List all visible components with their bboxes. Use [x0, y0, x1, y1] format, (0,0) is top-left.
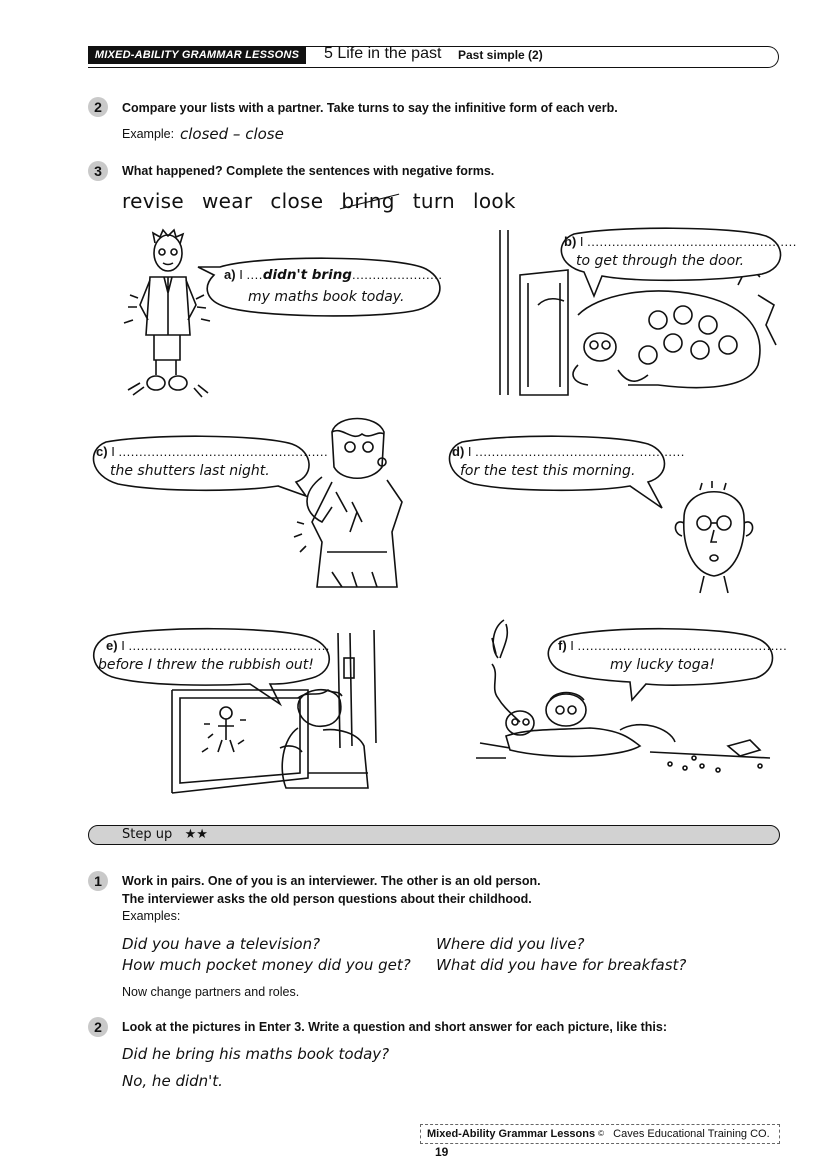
bubble-text: to get through the door. [576, 253, 745, 269]
bubble-dots: ................................................... [118, 444, 329, 459]
closing-text: Now change partners and roles. [122, 985, 300, 999]
word: wear [202, 189, 253, 213]
bubble-dots: ................................................. [128, 638, 330, 653]
exercise-instruction: What happened? Complete the sentences with negative forms. [122, 164, 495, 178]
word: close [270, 189, 324, 213]
bubble-prompt: I [570, 638, 574, 653]
people-on-floor-illustration [470, 618, 775, 778]
footer-book: Mixed-Ability Grammar Lessons [427, 1128, 596, 1140]
step-up-label: Step up [122, 827, 173, 842]
bubble-text: my lucky toga! [610, 657, 715, 673]
exercise-number: 3 [88, 161, 108, 181]
star-icon: ★★ [184, 827, 208, 842]
word: turn [412, 189, 455, 213]
bubble-answer: didn't bring [262, 267, 352, 283]
bubble-dots: ...................... [351, 267, 443, 282]
speech-bubble-d [444, 436, 685, 490]
bubble-prompt: I [467, 444, 472, 459]
example-question: Did he bring his maths book today? [122, 1045, 390, 1063]
page-number: 19 [435, 1145, 449, 1159]
bubble-label: f) [558, 638, 567, 653]
window-scene-illustration [168, 628, 396, 796]
example-question: What did you have for breakfast? [436, 956, 687, 974]
example-label: Example: [122, 127, 175, 141]
bubble-label: c) [96, 444, 108, 459]
example-question: How much pocket money did you get? [122, 956, 411, 974]
word: look [473, 189, 516, 213]
speech-bubble-a [198, 255, 443, 315]
bubble-prompt: I [121, 638, 125, 653]
example-question: Did you have a television? [122, 935, 321, 953]
word-crossed-out: bring [341, 189, 395, 213]
bubble-dots: ................................................... [475, 444, 685, 459]
exercise-number: 1 [88, 871, 108, 891]
exercise-instruction: Work in pairs. One of you is an interviewer. The other is an old person. [122, 874, 541, 888]
bubble-text: the shutters last night. [110, 463, 270, 479]
bubble-prompt: I [239, 267, 243, 282]
exercise-instruction-cont: The interviewer asks the old person questions about their childhood. [122, 892, 532, 906]
bubble-text: for the test this morning. [460, 463, 636, 479]
example-text: closed – close [180, 125, 284, 143]
exercise-number: 2 [88, 97, 108, 117]
footer-publisher: Caves Educational Training CO. [613, 1128, 770, 1140]
speech-bubble-b [554, 228, 797, 282]
bubble-label: b) [564, 234, 577, 249]
footer-mark: © [598, 1129, 605, 1138]
bubble-text: before I threw the rubbish out! [98, 657, 314, 673]
exercise-instruction: Compare your lists with a partner. Take turns to say the infinitive form of each verb. [122, 101, 618, 115]
unit-subtitle: Past simple (2) [458, 48, 543, 62]
bubble-dots: ................................................... [587, 234, 797, 249]
bubble-label: a) [224, 267, 236, 282]
examples-label: Examples: [122, 909, 181, 923]
series-label: MIXED-ABILITY GRAMMAR LESSONS [88, 46, 306, 64]
bubble-prompt: I [579, 234, 584, 249]
bubble-dots: .... [246, 267, 263, 282]
bubble-dots: ................................................... [577, 638, 788, 653]
word: revise [122, 189, 185, 213]
example-answer: No, he didn't. [122, 1072, 223, 1090]
worried-face-illustration [664, 478, 764, 596]
speech-bubble-c [88, 436, 329, 490]
sick-man-illustration [292, 412, 417, 597]
exercise-instruction: Look at the pictures in Enter 3. Write a question and short answer for each picture, like this: [122, 1020, 668, 1034]
unit-title: 5 Life in the past [324, 45, 442, 62]
page-footer [420, 1124, 780, 1159]
exercise-number: 2 [88, 1017, 108, 1037]
example-question: Where did you live? [436, 935, 585, 953]
word-box [122, 188, 534, 214]
bubble-label: e) [106, 638, 118, 653]
step-up-title [122, 826, 208, 843]
bubble-prompt: I [111, 444, 115, 459]
bubble-label: d) [452, 444, 465, 459]
bubble-text: my maths book today. [248, 289, 405, 305]
